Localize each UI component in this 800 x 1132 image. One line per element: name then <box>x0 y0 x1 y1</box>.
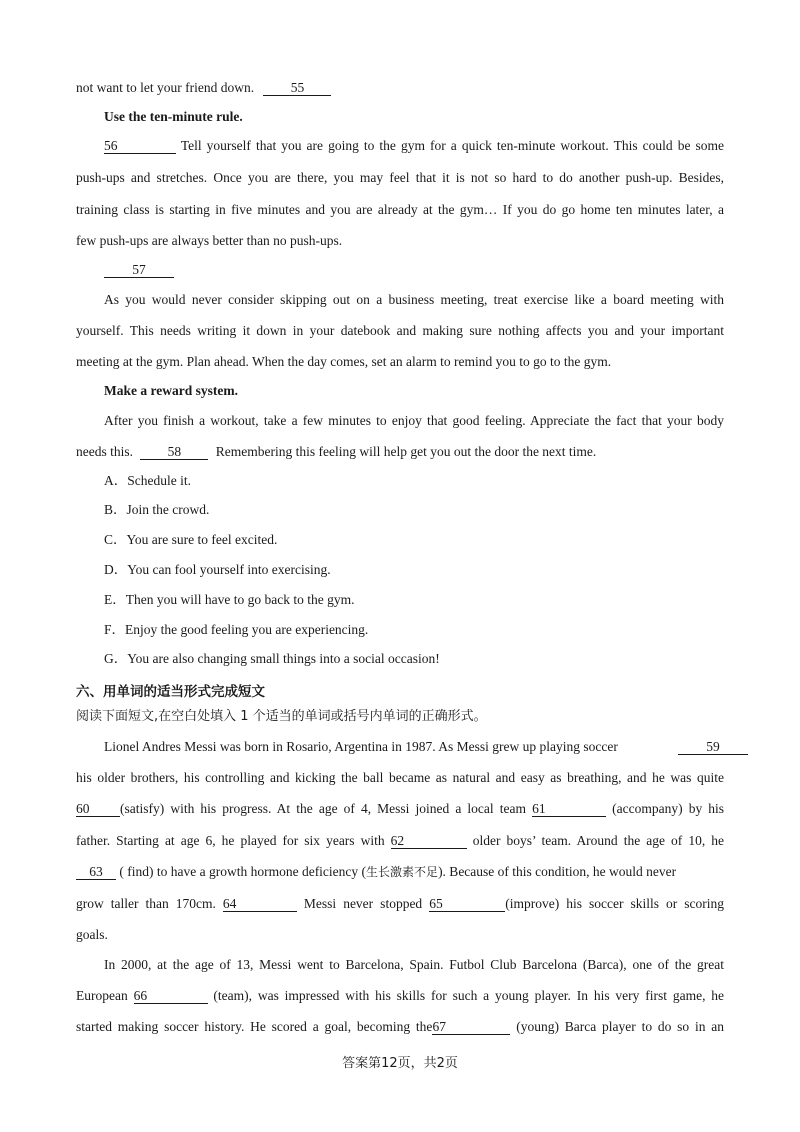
blank-62: 62 <box>391 834 467 849</box>
line-p3-2: yourself. This needs writing it down in your datebook and making sure nothing affects you and your important <box>76 323 724 338</box>
option-d: D．You can fool yourself into exercising. <box>104 562 331 577</box>
text: started making soccer history. He scored a goal, becoming the <box>76 1019 433 1034</box>
line-p5-1 <box>104 739 748 755</box>
blank-65: 65 <box>429 897 505 912</box>
text: not want to let your friend down. <box>76 80 255 95</box>
blank-61: 61 <box>532 802 606 817</box>
text: (young) Barca player to do so in an <box>516 1019 725 1034</box>
blank-66: 66 <box>134 989 208 1004</box>
text: European <box>76 988 128 1003</box>
text: grow taller than 170cm. <box>76 896 216 911</box>
text: (accompany) by his <box>612 801 725 816</box>
line-p5-2: his older brothers, his controlling and kicking the ball became as natural and easy as breathing, and he was quite <box>76 770 724 785</box>
page-footer: 答案第12页，共2页 <box>342 1056 458 1071</box>
instruction: 阅读下面短文,在空白处填入 1 个适当的单词或括号内单词的正确形式。 <box>76 709 487 724</box>
blank-64: 64 <box>223 897 297 912</box>
text: Lionel Andres Messi was born in Rosario, Argentina in 1987. As Messi grew up playing soccer <box>104 739 618 754</box>
blank-60: 60 <box>76 802 120 817</box>
option-c: C．You are sure to feel excited. <box>104 532 278 547</box>
blank-56: 56 <box>104 139 176 154</box>
line-p5-4 <box>76 833 724 849</box>
section-title: 六、用单词的适当形式完成短文 <box>76 684 265 700</box>
line-p2-3: training class is starting in five minutes and you are already at the gym… If you do go home ten minutes later, a <box>76 202 724 217</box>
line-p5-3 <box>76 801 724 817</box>
option-f: F．Enjoy the good feeling you are experiencing. <box>104 622 369 637</box>
line-p4-1: After you finish a workout, take a few minutes to enjoy that good feeling. Appreciate the fact that your body <box>104 413 724 428</box>
line-p5-7: goals. <box>76 927 108 942</box>
blank-57: 57 <box>104 263 174 278</box>
blank-59: 59 <box>678 740 748 755</box>
text: (satisfy) with his progress. At the age of 4, Messi joined a local team <box>120 801 526 816</box>
line-57 <box>104 262 174 278</box>
text: ). Because of this condition, he would never <box>438 864 677 879</box>
text-cjk: 生长激素不足 <box>366 865 439 879</box>
line-p5-6 <box>76 896 724 912</box>
line-p2-2: push-ups and stretches. Once you are there, you may feel that it is not so hard to do another push-up. Besides, <box>76 170 724 185</box>
text: Messi never stopped <box>303 896 423 911</box>
option-b: B．Join the crowd. <box>104 502 210 517</box>
line-p2-1 <box>104 138 724 154</box>
text: needs this. <box>76 444 133 459</box>
heading-reward-system: Make a reward system. <box>104 383 238 398</box>
text: (improve) his soccer skills or scoring <box>505 896 724 911</box>
line-p6-1: In 2000, at the age of 13, Messi went to Barcelona, Spain. Futbol Club Barcelona (Barca), one of the great <box>104 957 724 972</box>
option-g: G．You are also changing small things into a social occasion! <box>104 651 440 666</box>
text: Tell yourself that you are going to the gym for a quick ten-minute workout. This could be some <box>180 138 724 153</box>
blank-67: 67 <box>432 1020 510 1035</box>
option-e: E．Then you will have to go back to the gym. <box>104 592 355 607</box>
heading-ten-minute-rule: Use the ten-minute rule. <box>104 109 243 124</box>
text: older boys’ team. Around the age of 10, he <box>472 833 724 848</box>
line-p3-3: meeting at the gym. Plan ahead. When the day comes, set an alarm to remind you to go to the gym. <box>76 354 612 369</box>
option-a: A．Schedule it. <box>104 473 191 488</box>
line-p6-2 <box>76 988 724 1004</box>
line-p2-4: few push-ups are always better than no push-ups. <box>76 233 343 248</box>
text: ( find) to have a growth hormone deficiency ( <box>119 864 367 879</box>
text: Remembering this feeling will help get you out the door the next time. <box>215 444 597 459</box>
blank-55: 55 <box>263 81 331 96</box>
line-p4-2 <box>76 444 596 460</box>
text: father. Starting at age 6, he played for six years with <box>76 833 385 848</box>
blank-63: 63 <box>76 865 116 880</box>
line-p3-1: As you would never consider skipping out on a business meeting, treat exercise like a board meeting with <box>104 292 724 307</box>
blank-58: 58 <box>140 445 208 460</box>
line-p1 <box>76 80 331 96</box>
line-p6-3 <box>76 1019 724 1035</box>
line-p5-5 <box>76 864 676 880</box>
text: (team), was impressed with his skills for such a young player. In his very first game, he <box>213 988 725 1003</box>
